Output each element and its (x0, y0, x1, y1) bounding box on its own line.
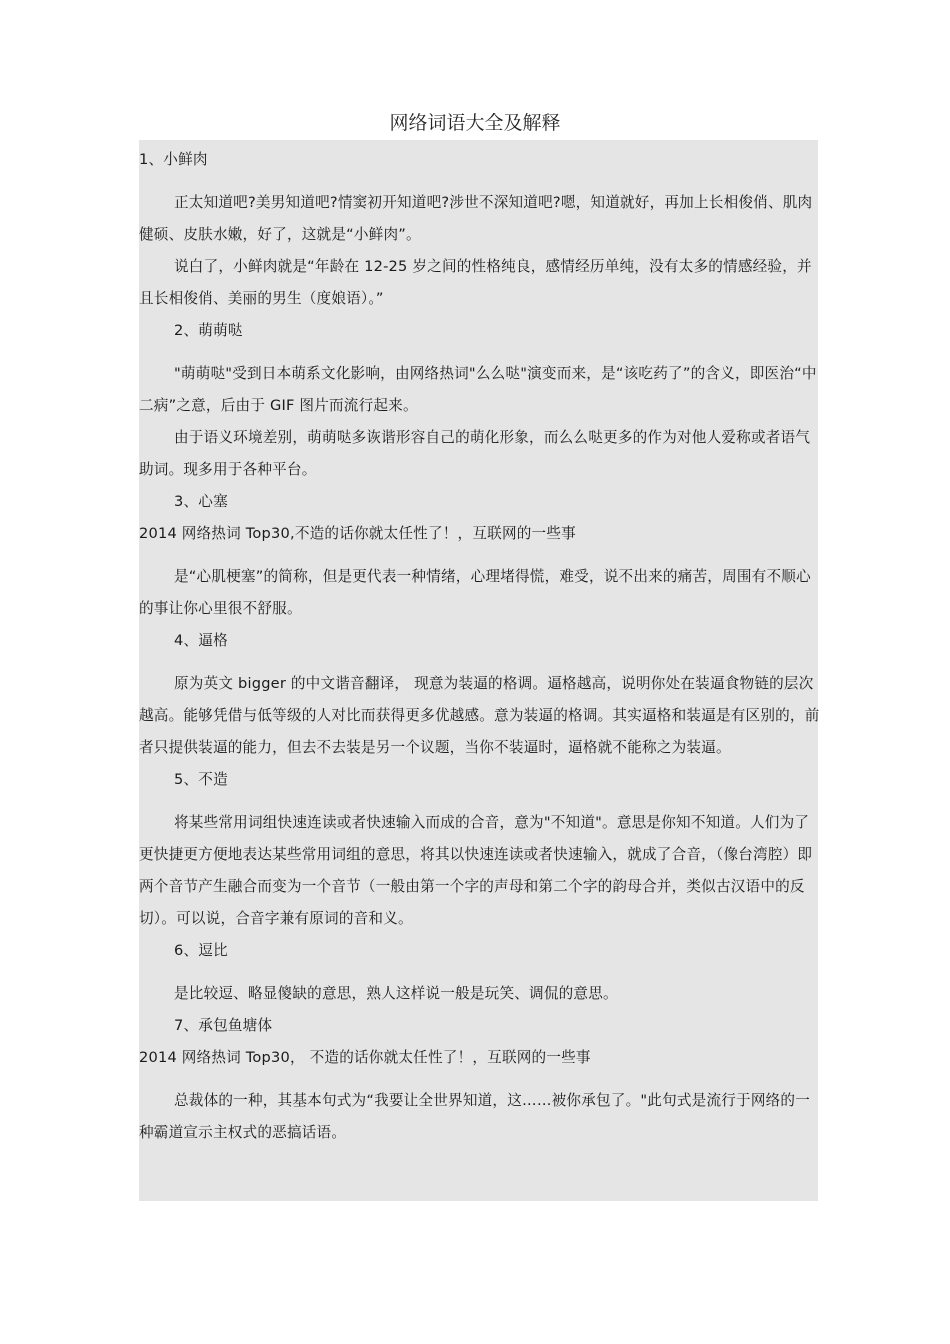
paragraph: 说白了，小鲜肉就是“年龄在 12-25 岁之间的性格纯良，感情经历单纯，没有太多的情感经验，并且长相俊俏、美丽的男生（度娘语）。” (139, 258, 812, 307)
heading-bige: 4、逼格 (174, 632, 228, 649)
paragraph: 是比较逗、略显傻缺的意思，熟人这样说一般是玩笑、调侃的意思。 (174, 985, 618, 1002)
link-line: 2014 网络热词 Top30,不造的话你就太任性了！，互联网的一些事 (139, 525, 576, 542)
heading-doubi: 6、逗比 (174, 942, 228, 959)
paragraph: 将某些常用词组快速连读或者快速输入而成的合音，意为"不知道"。意思是你知不知道。人们为了更快捷更方便地表达某些常用词组的意思，将其以快速连读或者快速输入，就成了合音，（像台湾腔）即两个音节产生融合而变为一个音节（一般由第一个字的声母和第二个字的韵母合并，类似古汉语中的反切）。可以说，合音字兼有原词的音和义。 (139, 814, 813, 927)
paragraph: "萌萌哒"受到日本萌系文化影响，由网络热词"么么哒"演变而来，是“该吃药了”的含义，即医治“中二病”之意，后由于 GIF 图片而流行起来。 (139, 365, 817, 414)
heading-buzao: 5、不造 (174, 771, 228, 788)
page-title: 网络词语大全及解释 (389, 112, 561, 134)
paragraph: 总裁体的一种，其基本句式为“我要让全世界知道，这……被你承包了。"此句式是流行于网络的一种霸道宣示主权式的恶搞话语。 (139, 1092, 811, 1141)
heading-chengbao: 7、承包鱼塘体 (174, 1017, 273, 1034)
paragraph: 由于语义环境差别，萌萌哒多诙谐形容自己的萌化形象，而么么哒更多的作为对他人爱称或者语气助词。现多用于各种平台。 (139, 429, 811, 478)
heading-mengmengda: 2、萌萌哒 (174, 322, 243, 339)
paragraph: 正太知道吧?美男知道吧?情窦初开知道吧?涉世不深知道吧?嗯，知道就好，再加上长相俊俏、肌肉健硕、皮肤水嫩，好了，这就是“小鲜肉”。 (139, 194, 813, 243)
document-body (139, 144, 822, 1149)
link-line: 2014 网络热词 Top30， 不造的话你就太任性了！，互联网的一些事 (139, 1049, 591, 1066)
paragraph: 是“心肌梗塞”的简称，但是更代表一种情绪，心理堵得慌，难受，说不出来的痛苦，周围有不顺心的事让你心里很不舒服。 (139, 568, 811, 617)
heading-xiaoxianrou: 1、小鲜肉 (139, 151, 208, 168)
paragraph: 原为英文 bigger 的中文谐音翻译， 现意为装逼的格调。逼格越高，说明你处在装逼食物链的层次越高。能够凭借与低等级的人对比而获得更多优越感。意为装逼的格调。其实逼格和装逼是有区别的，前者只提供装逼的能力，但去不去装是另一个议题，当你不装逼时，逼格就不能称之为装逼。 (139, 675, 820, 756)
heading-xinsai: 3、心塞 (174, 493, 228, 510)
